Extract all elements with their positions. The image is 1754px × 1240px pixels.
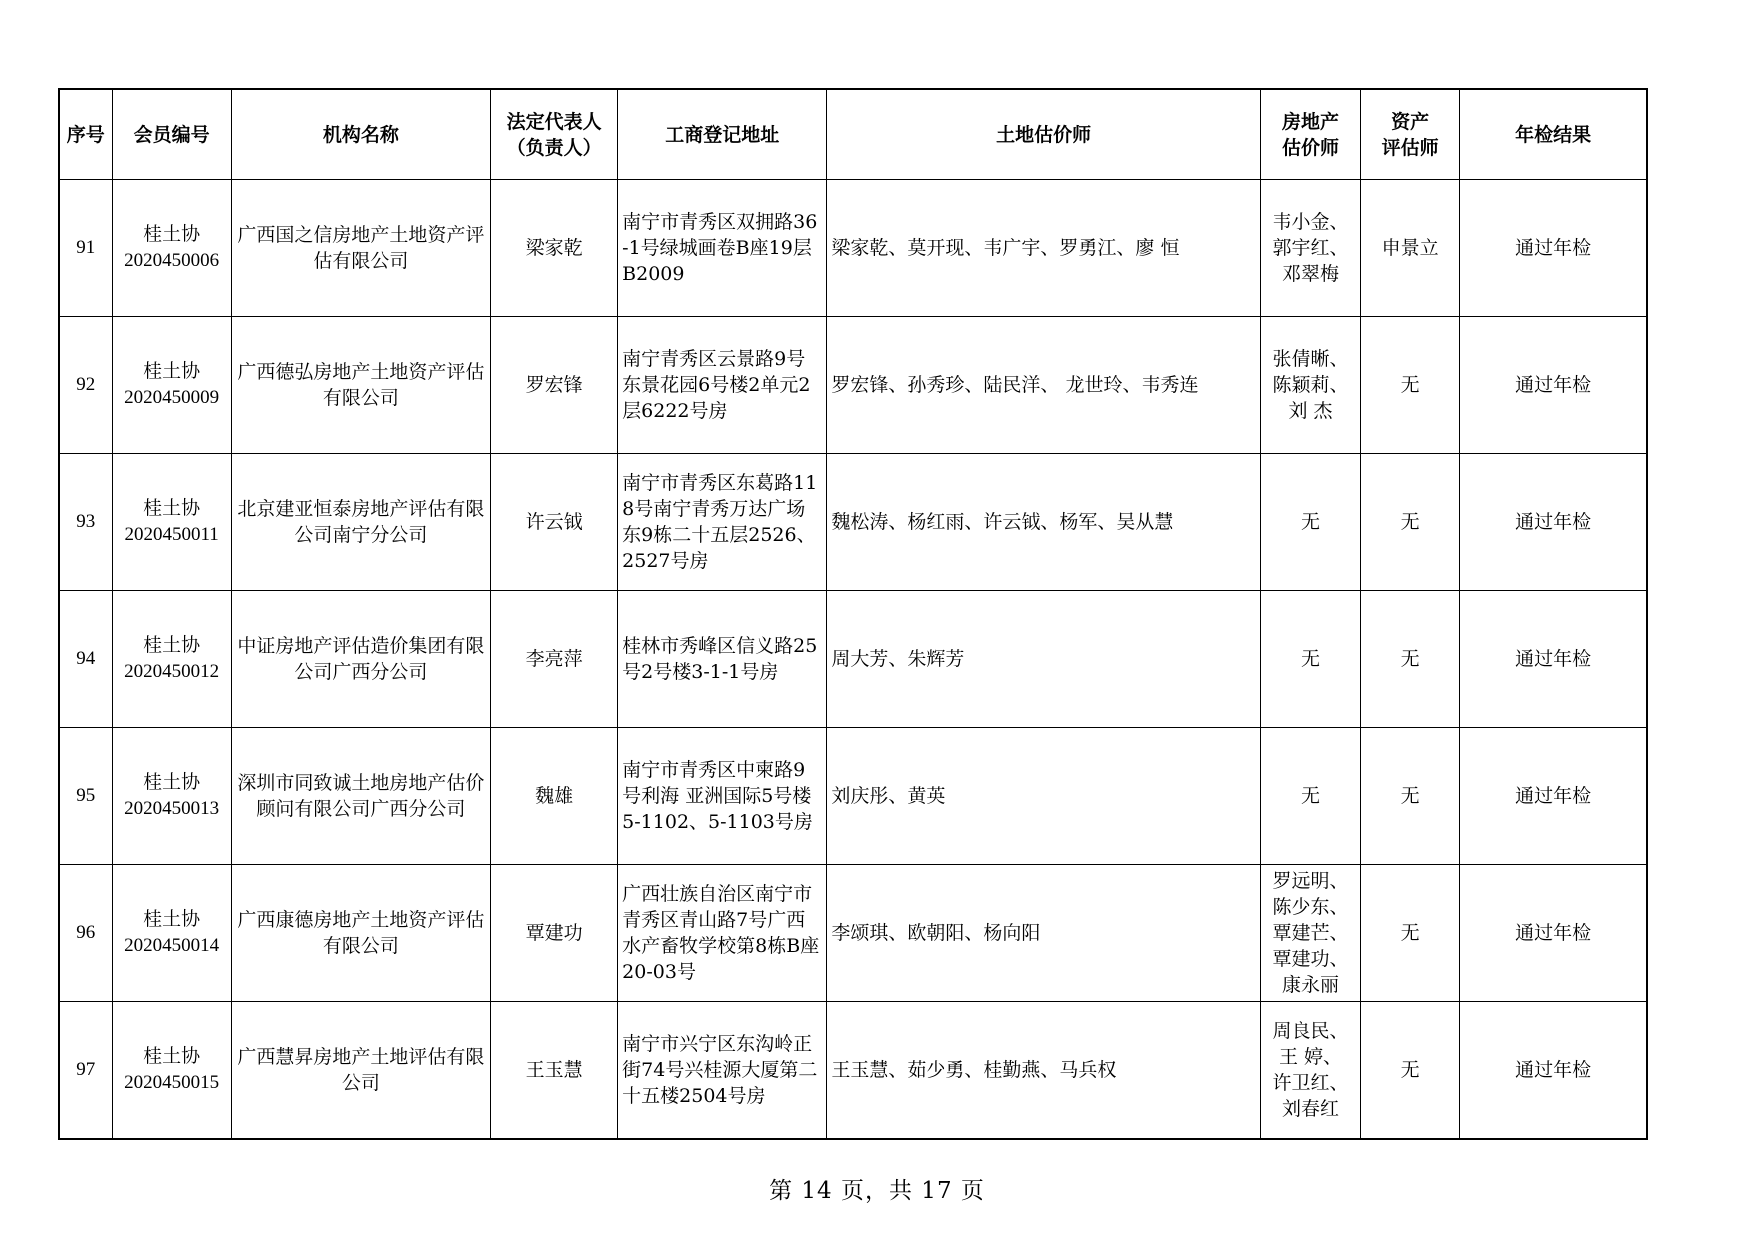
cell-realestate-appraisers xyxy=(1260,728,1360,865)
header-asset-line2: 评估师 xyxy=(1381,136,1439,159)
realestate-appraiser: 刘春红 xyxy=(1282,1098,1340,1120)
realestate-appraiser: 罗远明、 xyxy=(1272,870,1349,892)
realestate-appraiser: 韦小金、 xyxy=(1272,211,1349,233)
cell-land-appraisers: 李颂琪、欧朝阳、杨向阳 xyxy=(827,865,1261,1002)
cell-realestate-appraisers xyxy=(1260,1002,1360,1140)
cell-realestate-appraisers xyxy=(1260,317,1360,454)
realestate-appraiser: 无 xyxy=(1301,648,1321,670)
cell-land-appraisers: 魏松涛、杨红雨、许云钺、杨军、吴从慧 xyxy=(827,454,1261,591)
cell-legal-rep: 覃建功 xyxy=(491,865,618,1002)
member-code: 2020450012 xyxy=(124,661,220,682)
cell-realestate-appraisers xyxy=(1260,591,1360,728)
cell-legal-rep: 李亮萍 xyxy=(491,591,618,728)
cell-asset-appraisers: 无 xyxy=(1361,317,1460,454)
cell-address: 南宁市青秀区中柬路9号利海 亚洲国际5号楼5-1102、5-1103号房 xyxy=(618,728,827,865)
table-row xyxy=(59,180,1647,317)
header-seq: 序号 xyxy=(59,89,112,180)
cell-member-no xyxy=(112,591,231,728)
cell-seq: 93 xyxy=(59,454,112,591)
realestate-appraiser: 康永丽 xyxy=(1282,974,1340,996)
cell-asset-appraisers: 无 xyxy=(1361,1002,1460,1140)
member-code: 2020450006 xyxy=(124,250,220,271)
cell-result: 通过年检 xyxy=(1460,728,1647,865)
header-legal-rep xyxy=(491,89,618,180)
realestate-appraiser: 覃建功、 xyxy=(1272,948,1349,970)
member-code: 2020450009 xyxy=(124,387,220,408)
cell-seq: 92 xyxy=(59,317,112,454)
table-row xyxy=(59,728,1647,865)
member-prefix: 桂土协 xyxy=(143,772,201,793)
member-code: 2020450011 xyxy=(124,524,219,545)
member-prefix: 桂土协 xyxy=(143,909,201,930)
header-member-no: 会员编号 xyxy=(112,89,231,180)
cell-realestate-appraisers xyxy=(1260,454,1360,591)
realestate-appraiser: 刘 杰 xyxy=(1288,400,1333,422)
realestate-appraiser: 王 婷、 xyxy=(1278,1046,1343,1068)
realestate-appraiser: 无 xyxy=(1301,511,1321,533)
header-address: 工商登记地址 xyxy=(618,89,827,180)
cell-legal-rep: 许云钺 xyxy=(491,454,618,591)
cell-address: 南宁市青秀区东葛路118号南宁青秀万达广场东9栋二十五层2526、2527号房 xyxy=(618,454,827,591)
table-body xyxy=(59,180,1647,1140)
cell-land-appraisers: 梁家乾、莫开现、韦广宇、罗勇江、廖 恒 xyxy=(827,180,1261,317)
cell-address: 南宁市青秀区双拥路36-1号绿城画卷B座19层B2009 xyxy=(618,180,827,317)
member-prefix: 桂土协 xyxy=(143,1046,201,1067)
cell-org-name: 深圳市同致诚土地房地产估价顾问有限公司广西分公司 xyxy=(231,728,490,865)
cell-seq: 96 xyxy=(59,865,112,1002)
member-prefix: 桂土协 xyxy=(143,361,201,382)
cell-asset-appraisers: 申景立 xyxy=(1361,180,1460,317)
cell-land-appraisers: 刘庆彤、黄英 xyxy=(827,728,1261,865)
cell-seq: 94 xyxy=(59,591,112,728)
member-prefix: 桂土协 xyxy=(143,498,201,519)
member-code: 2020450015 xyxy=(124,1072,220,1093)
cell-member-no xyxy=(112,865,231,1002)
cell-org-name: 广西国之信房地产土地资产评估有限公司 xyxy=(231,180,490,317)
cell-result: 通过年检 xyxy=(1460,865,1647,1002)
cell-seq: 95 xyxy=(59,728,112,865)
table-row xyxy=(59,865,1647,1002)
table-row xyxy=(59,1002,1647,1140)
cell-result: 通过年检 xyxy=(1460,591,1647,728)
realestate-appraiser: 陈少东、 xyxy=(1272,896,1349,918)
cell-result: 通过年检 xyxy=(1460,454,1647,591)
realestate-appraiser: 郭宇红、 xyxy=(1272,237,1349,259)
cell-address: 广西壮族自治区南宁市青秀区青山路7号广西水产畜牧学校第8栋B座20-03号 xyxy=(618,865,827,1002)
member-prefix: 桂土协 xyxy=(143,224,201,245)
cell-result: 通过年检 xyxy=(1460,317,1647,454)
cell-address: 南宁青秀区云景路9号东景花园6号楼2单元2层6222号房 xyxy=(618,317,827,454)
cell-land-appraisers: 王玉慧、茹少勇、桂勤燕、马兵权 xyxy=(827,1002,1261,1140)
realestate-appraiser: 覃建芒、 xyxy=(1272,922,1349,944)
cell-legal-rep: 罗宏锋 xyxy=(491,317,618,454)
member-code: 2020450014 xyxy=(124,935,220,956)
table-row xyxy=(59,317,1647,454)
header-legal-rep-line1: 法定代表人 xyxy=(506,110,602,133)
cell-org-name: 北京建亚恒泰房地产评估有限公司南宁分公司 xyxy=(231,454,490,591)
cell-result: 通过年检 xyxy=(1460,1002,1647,1140)
cell-realestate-appraisers xyxy=(1260,180,1360,317)
cell-address: 南宁市兴宁区东沟岭正街74号兴桂源大厦第二十五楼2504号房 xyxy=(618,1002,827,1140)
cell-asset-appraisers: 无 xyxy=(1361,591,1460,728)
header-org-name: 机构名称 xyxy=(231,89,490,180)
page-footer: 第 14 页，共 17 页 xyxy=(769,1178,985,1204)
cell-result: 通过年检 xyxy=(1460,180,1647,317)
header-result: 年检结果 xyxy=(1460,89,1647,180)
cell-land-appraisers: 周大芳、朱辉芳 xyxy=(827,591,1261,728)
header-realestate-appraisers xyxy=(1260,89,1360,180)
cell-member-no xyxy=(112,180,231,317)
header-legal-rep-line2: （负责人） xyxy=(506,136,602,159)
cell-land-appraisers: 罗宏锋、孙秀珍、陆民洋、 龙世玲、韦秀连 xyxy=(827,317,1261,454)
cell-legal-rep: 魏雄 xyxy=(491,728,618,865)
header-realestate-line1: 房地产 xyxy=(1282,110,1340,133)
cell-seq: 97 xyxy=(59,1002,112,1140)
header-asset-appraisers xyxy=(1361,89,1460,180)
cell-member-no xyxy=(112,728,231,865)
cell-asset-appraisers: 无 xyxy=(1361,454,1460,591)
realestate-appraiser: 张倩晰、 xyxy=(1272,348,1349,370)
cell-seq: 91 xyxy=(59,180,112,317)
cell-member-no xyxy=(112,454,231,591)
realestate-appraiser: 邓翠梅 xyxy=(1282,263,1340,285)
cell-address: 桂林市秀峰区信义路25号2号楼3-1-1号房 xyxy=(618,591,827,728)
header-realestate-line2: 估价师 xyxy=(1282,136,1340,159)
table-row xyxy=(59,454,1647,591)
cell-asset-appraisers: 无 xyxy=(1361,865,1460,1002)
member-prefix: 桂土协 xyxy=(143,635,201,656)
realestate-appraiser: 周良民、 xyxy=(1272,1020,1349,1042)
header-asset-line1: 资产 xyxy=(1391,110,1430,133)
member-code: 2020450013 xyxy=(124,798,220,819)
table-row xyxy=(59,591,1647,728)
cell-member-no xyxy=(112,1002,231,1140)
cell-org-name: 广西德弘房地产土地资产评估有限公司 xyxy=(231,317,490,454)
annual-inspection-table xyxy=(58,88,1648,1140)
cell-org-name: 广西康德房地产土地资产评估有限公司 xyxy=(231,865,490,1002)
cell-asset-appraisers: 无 xyxy=(1361,728,1460,865)
realestate-appraiser: 无 xyxy=(1301,785,1321,807)
cell-legal-rep: 王玉慧 xyxy=(491,1002,618,1140)
cell-member-no xyxy=(112,317,231,454)
realestate-appraiser: 陈颖莉、 xyxy=(1272,374,1349,396)
cell-org-name: 中证房地产评估造价集团有限公司广西分公司 xyxy=(231,591,490,728)
header-row xyxy=(59,89,1647,180)
cell-org-name: 广西慧昇房地产土地评估有限公司 xyxy=(231,1002,490,1140)
cell-legal-rep: 梁家乾 xyxy=(491,180,618,317)
header-land-appraisers: 土地估价师 xyxy=(827,89,1261,180)
cell-realestate-appraisers xyxy=(1260,865,1360,1002)
realestate-appraiser: 许卫红、 xyxy=(1272,1072,1349,1094)
